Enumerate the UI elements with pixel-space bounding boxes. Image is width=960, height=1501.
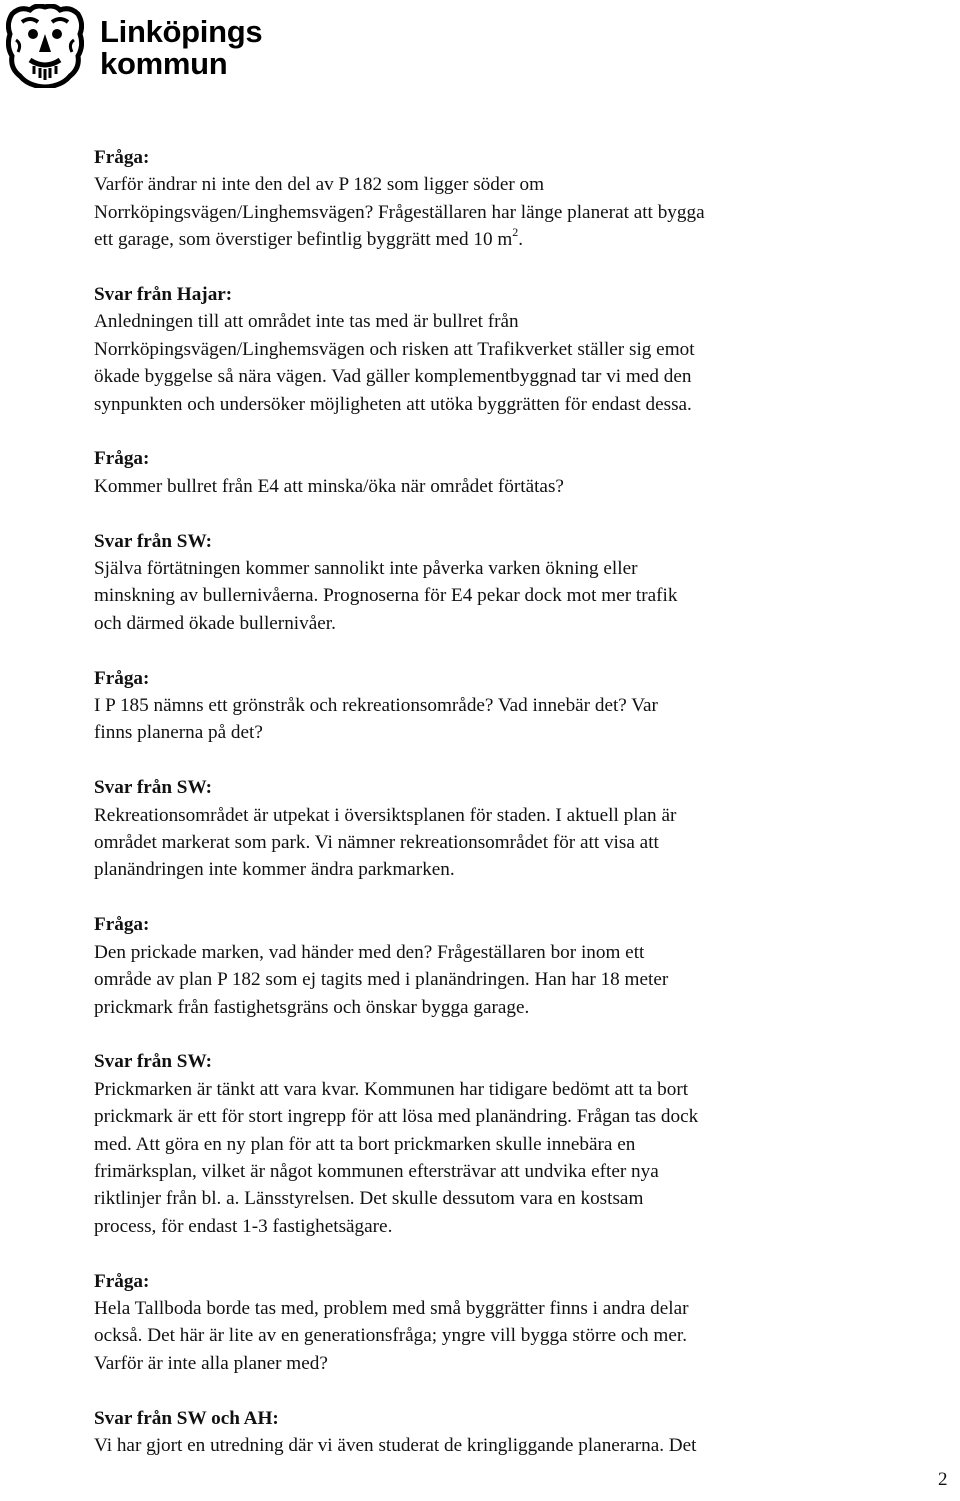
text-line: prickmark från fastighetsgräns och önskar bygga garage. xyxy=(94,996,530,1018)
text-line: Norrköpingsvägen/Linghemsvägen och risken att Trafikverket ställer sig emot xyxy=(94,338,695,360)
text-line: riktlinjer från bl. a. Länsstyrelsen. Det skulle dessutom vara en kostsam xyxy=(94,1188,644,1210)
document-body xyxy=(94,144,874,1487)
text-line: process, för endast 1-3 fastighetsägare. xyxy=(94,1215,393,1237)
text-line: Kommer bullret från E4 att minska/öka när området förtätas? xyxy=(94,475,564,497)
qa-block xyxy=(94,281,874,418)
text-line: Den prickade marken, vad händer med den? Frågeställaren bor inom ett xyxy=(94,941,645,963)
text-line: området markerat som park. Vi nämner rekreationsområdet för att visa att xyxy=(94,832,659,854)
text-line-suffix: . xyxy=(518,229,524,251)
text-line: Själva förtätningen kommer sannolikt inte påverka varken ökning eller xyxy=(94,558,638,580)
block-label: Svar från Hajar: xyxy=(94,284,233,306)
text-line: minskning av bullernivåerna. Prognoserna för E4 pekar dock mot mer trafik xyxy=(94,585,678,607)
qa-block xyxy=(94,1048,874,1240)
organization-name-line2: kommun xyxy=(100,46,228,81)
text-line: Norrköpingsvägen/Linghemsvägen? Frågeställaren har länge planerat att bygga xyxy=(94,201,705,223)
qa-block xyxy=(94,1268,874,1378)
block-label: Fråga: xyxy=(94,914,150,936)
qa-block xyxy=(94,445,874,500)
text-line xyxy=(94,226,874,253)
text-line: Anledningen till att området inte tas med är bullret från xyxy=(94,311,519,333)
block-label: Fråga: xyxy=(94,1270,150,1292)
lion-crest-icon xyxy=(6,4,84,88)
qa-block xyxy=(94,665,874,747)
text-line: Varför är inte alla planer med? xyxy=(94,1352,328,1374)
text-line: planändringen inte kommer ändra parkmarken. xyxy=(94,859,455,881)
block-label: Svar från SW: xyxy=(94,777,212,799)
text-line: också. Det här är lite av en generationsfråga; yngre vill bygga större och mer. xyxy=(94,1325,687,1347)
organization-name xyxy=(100,16,262,80)
block-label: Svar från SW: xyxy=(94,1051,212,1073)
text-line: område av plan P 182 som ej tagits med i planändringen. Han har 18 meter xyxy=(94,969,669,991)
text-line: I P 185 nämns ett grönstråk och rekreationsområde? Vad innebär det? Var xyxy=(94,695,658,717)
organization-name-line1: Linköpings xyxy=(100,14,263,49)
page-number: 2 xyxy=(938,1469,948,1490)
text-line: ökade byggelse så nära vägen. Vad gäller komplementbyggnad tar vi med den xyxy=(94,366,692,388)
block-label: Fråga: xyxy=(94,667,150,689)
text-line: Vi har gjort en utredning där vi även studerat de kringliggande planerarna. Det xyxy=(94,1434,697,1456)
qa-block xyxy=(94,774,874,884)
text-line-main: ett garage, som överstiger befintlig byggrätt med 10 m xyxy=(94,229,513,251)
superscript: 2 xyxy=(512,225,519,240)
qa-block xyxy=(94,144,874,254)
text-line: synpunkten och undersöker möjligheten att utöka byggrätten för endast dessa. xyxy=(94,393,692,415)
qa-block xyxy=(94,1405,874,1460)
block-label: Svar från SW och AH: xyxy=(94,1407,279,1429)
text-line: finns planerna på det? xyxy=(94,722,263,744)
qa-block xyxy=(94,911,874,1021)
page-header xyxy=(6,4,326,88)
text-line: och därmed ökade bullernivåer. xyxy=(94,612,336,634)
text-line: prickmark är ett för stort ingrepp för att lösa med planändring. Frågan tas dock xyxy=(94,1106,699,1128)
text-line: Rekreationsområdet är utpekat i översiktsplanen för staden. I aktuell plan är xyxy=(94,804,677,826)
qa-block xyxy=(94,528,874,638)
text-line: frimärksplan, vilket är något kommunen eftersträvar att undvika efter nya xyxy=(94,1160,659,1182)
block-label: Fråga: xyxy=(94,448,150,470)
text-line: med. Att göra en ny plan för att ta bort prickmarken skulle innebära en xyxy=(94,1133,636,1155)
text-line: Varför ändrar ni inte den del av P 182 som ligger söder om xyxy=(94,174,545,196)
block-label: Fråga: xyxy=(94,147,150,168)
text-line: Hela Tallboda borde tas med, problem med små byggrätter finns i andra delar xyxy=(94,1297,689,1319)
text-line: Prickmarken är tänkt att vara kvar. Kommunen har tidigare bedömt att ta bort xyxy=(94,1078,689,1100)
block-label: Svar från SW: xyxy=(94,530,212,552)
